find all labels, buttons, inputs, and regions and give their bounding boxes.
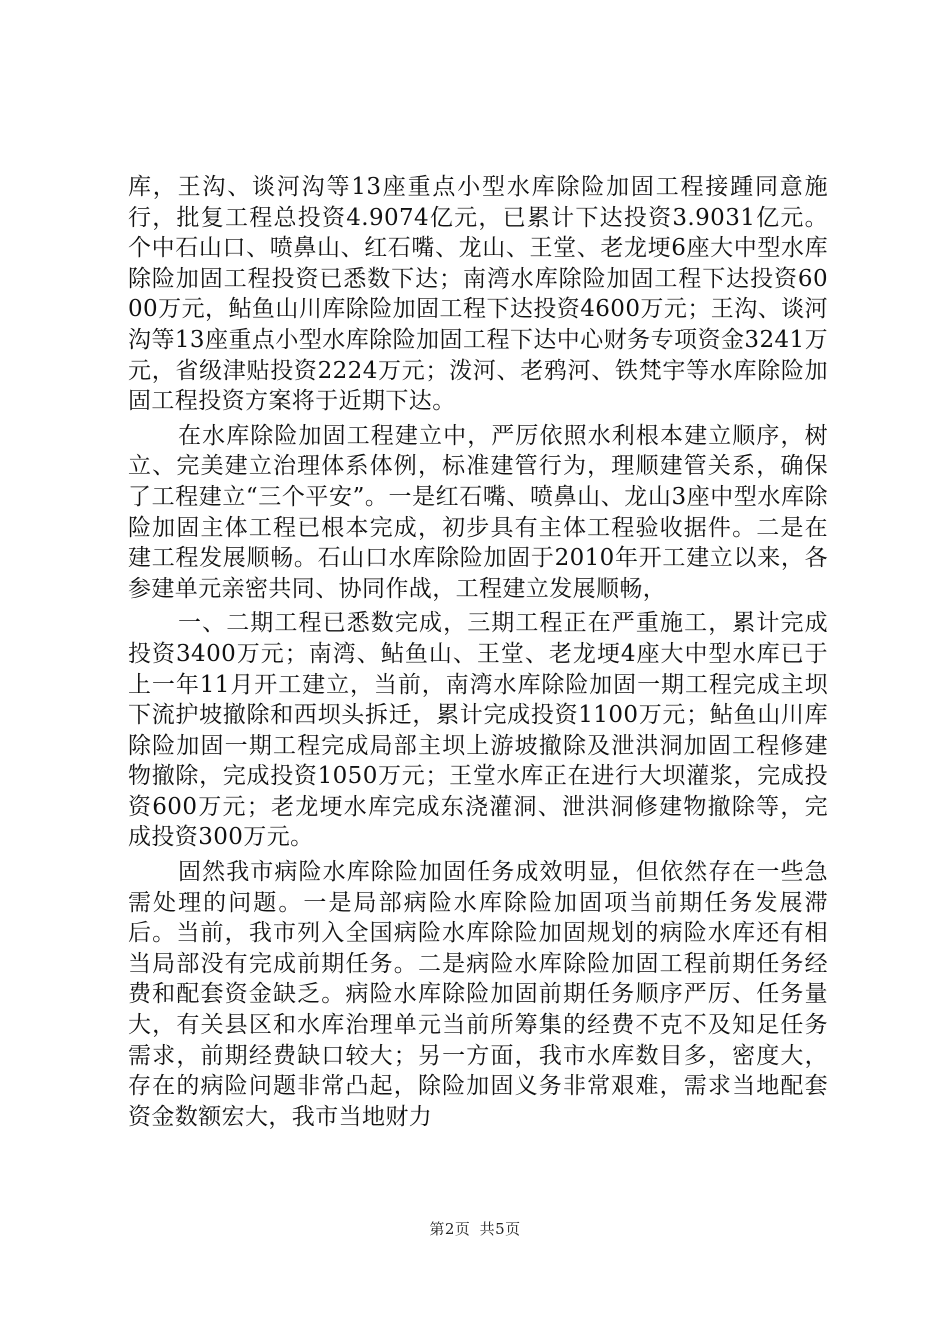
page-footer (0, 1218, 950, 1239)
page-total: 共5页 (479, 1220, 521, 1238)
paragraph-3: 一、二期工程已悉数完成，三期工程正在严重施工，累计完成投资3400万元；南湾、鲇鱼山、王堂、老龙埂4座大中型水库已于上一年11月开工建立，当前，南湾水库除险加固一期工程完成主坝下流护坡撤除和西坝头拆迁，累计完成投资1100万元；鲇鱼山川库除险加固一期工程完成局部主坝上游坡撤除及泄洪洞加固工程修建物撤除，完成投资1050万元；王堂水库正在进行大坝灌浆，完成投资600万元；老龙埂水库完成东浇灌洞、泄洪洞修建物撤除等，完成投资300万元。 (128, 610, 828, 851)
paragraph-1: 库，王沟、谈河沟等13座重点小型水库除险加固工程接踵同意施行，批复工程总投资4.9074亿元，已累计下达投资3.9031亿元。个中石山口、喷鼻山、红石嘴、龙山、王堂、老龙埂6座大中型水库除险加固工程投资已悉数下达；南湾水库除险加固工程下达投资6000万元，鲇鱼山川库除险加固工程下达投资4600万元；王沟、谈河沟等13座重点小型水库除险加固工程下达中心财务专项资金3241万元，省级津贴投资2224万元；泼河、老鸦河、铁梵宇等水库除险加固工程投资方案将于近期下达。 (128, 174, 828, 415)
page-number: 第2页 (429, 1220, 471, 1238)
document-body (128, 172, 828, 1136)
paragraph-2: 在水库除险加固工程建立中，严厉依照水利根本建立顺序，树立、完美建立治理体系体例，标准建管行为，理顺建管关系，确保了工程建立“三个平安”。一是红石嘴、喷鼻山、龙山3座中型水库除险加固主体工程已根本完成，初步具有主体工程验收据件。二是在建工程发展顺畅。石山口水库除险加固于2010年开工建立以来，各参建单元亲密共同、协同作战，工程建立发展顺畅， (128, 422, 828, 602)
paragraph-4: 固然我市病险水库除险加固任务成效明显，但依然存在一些急需处理的问题。一是局部病险水库除险加固项当前期任务发展滞后。当前，我市列入全国病险水库除险加固规划的病险水库还有相当局部没有完成前期任务。二是病险水库除险加固工程前期任务经费和配套资金缺乏。病险水库除险加固前期任务顺序严厉、任务量大，有关县区和水库治理单元当前所筹集的经费不克不及知足任务需求，前期经费缺口较大；另一方面，我市水库数目多，密度大，存在的病险问题非常凸起，除险加固义务非常艰难，需求当地配套资金数额宏大，我市当地财力 (128, 859, 828, 1130)
